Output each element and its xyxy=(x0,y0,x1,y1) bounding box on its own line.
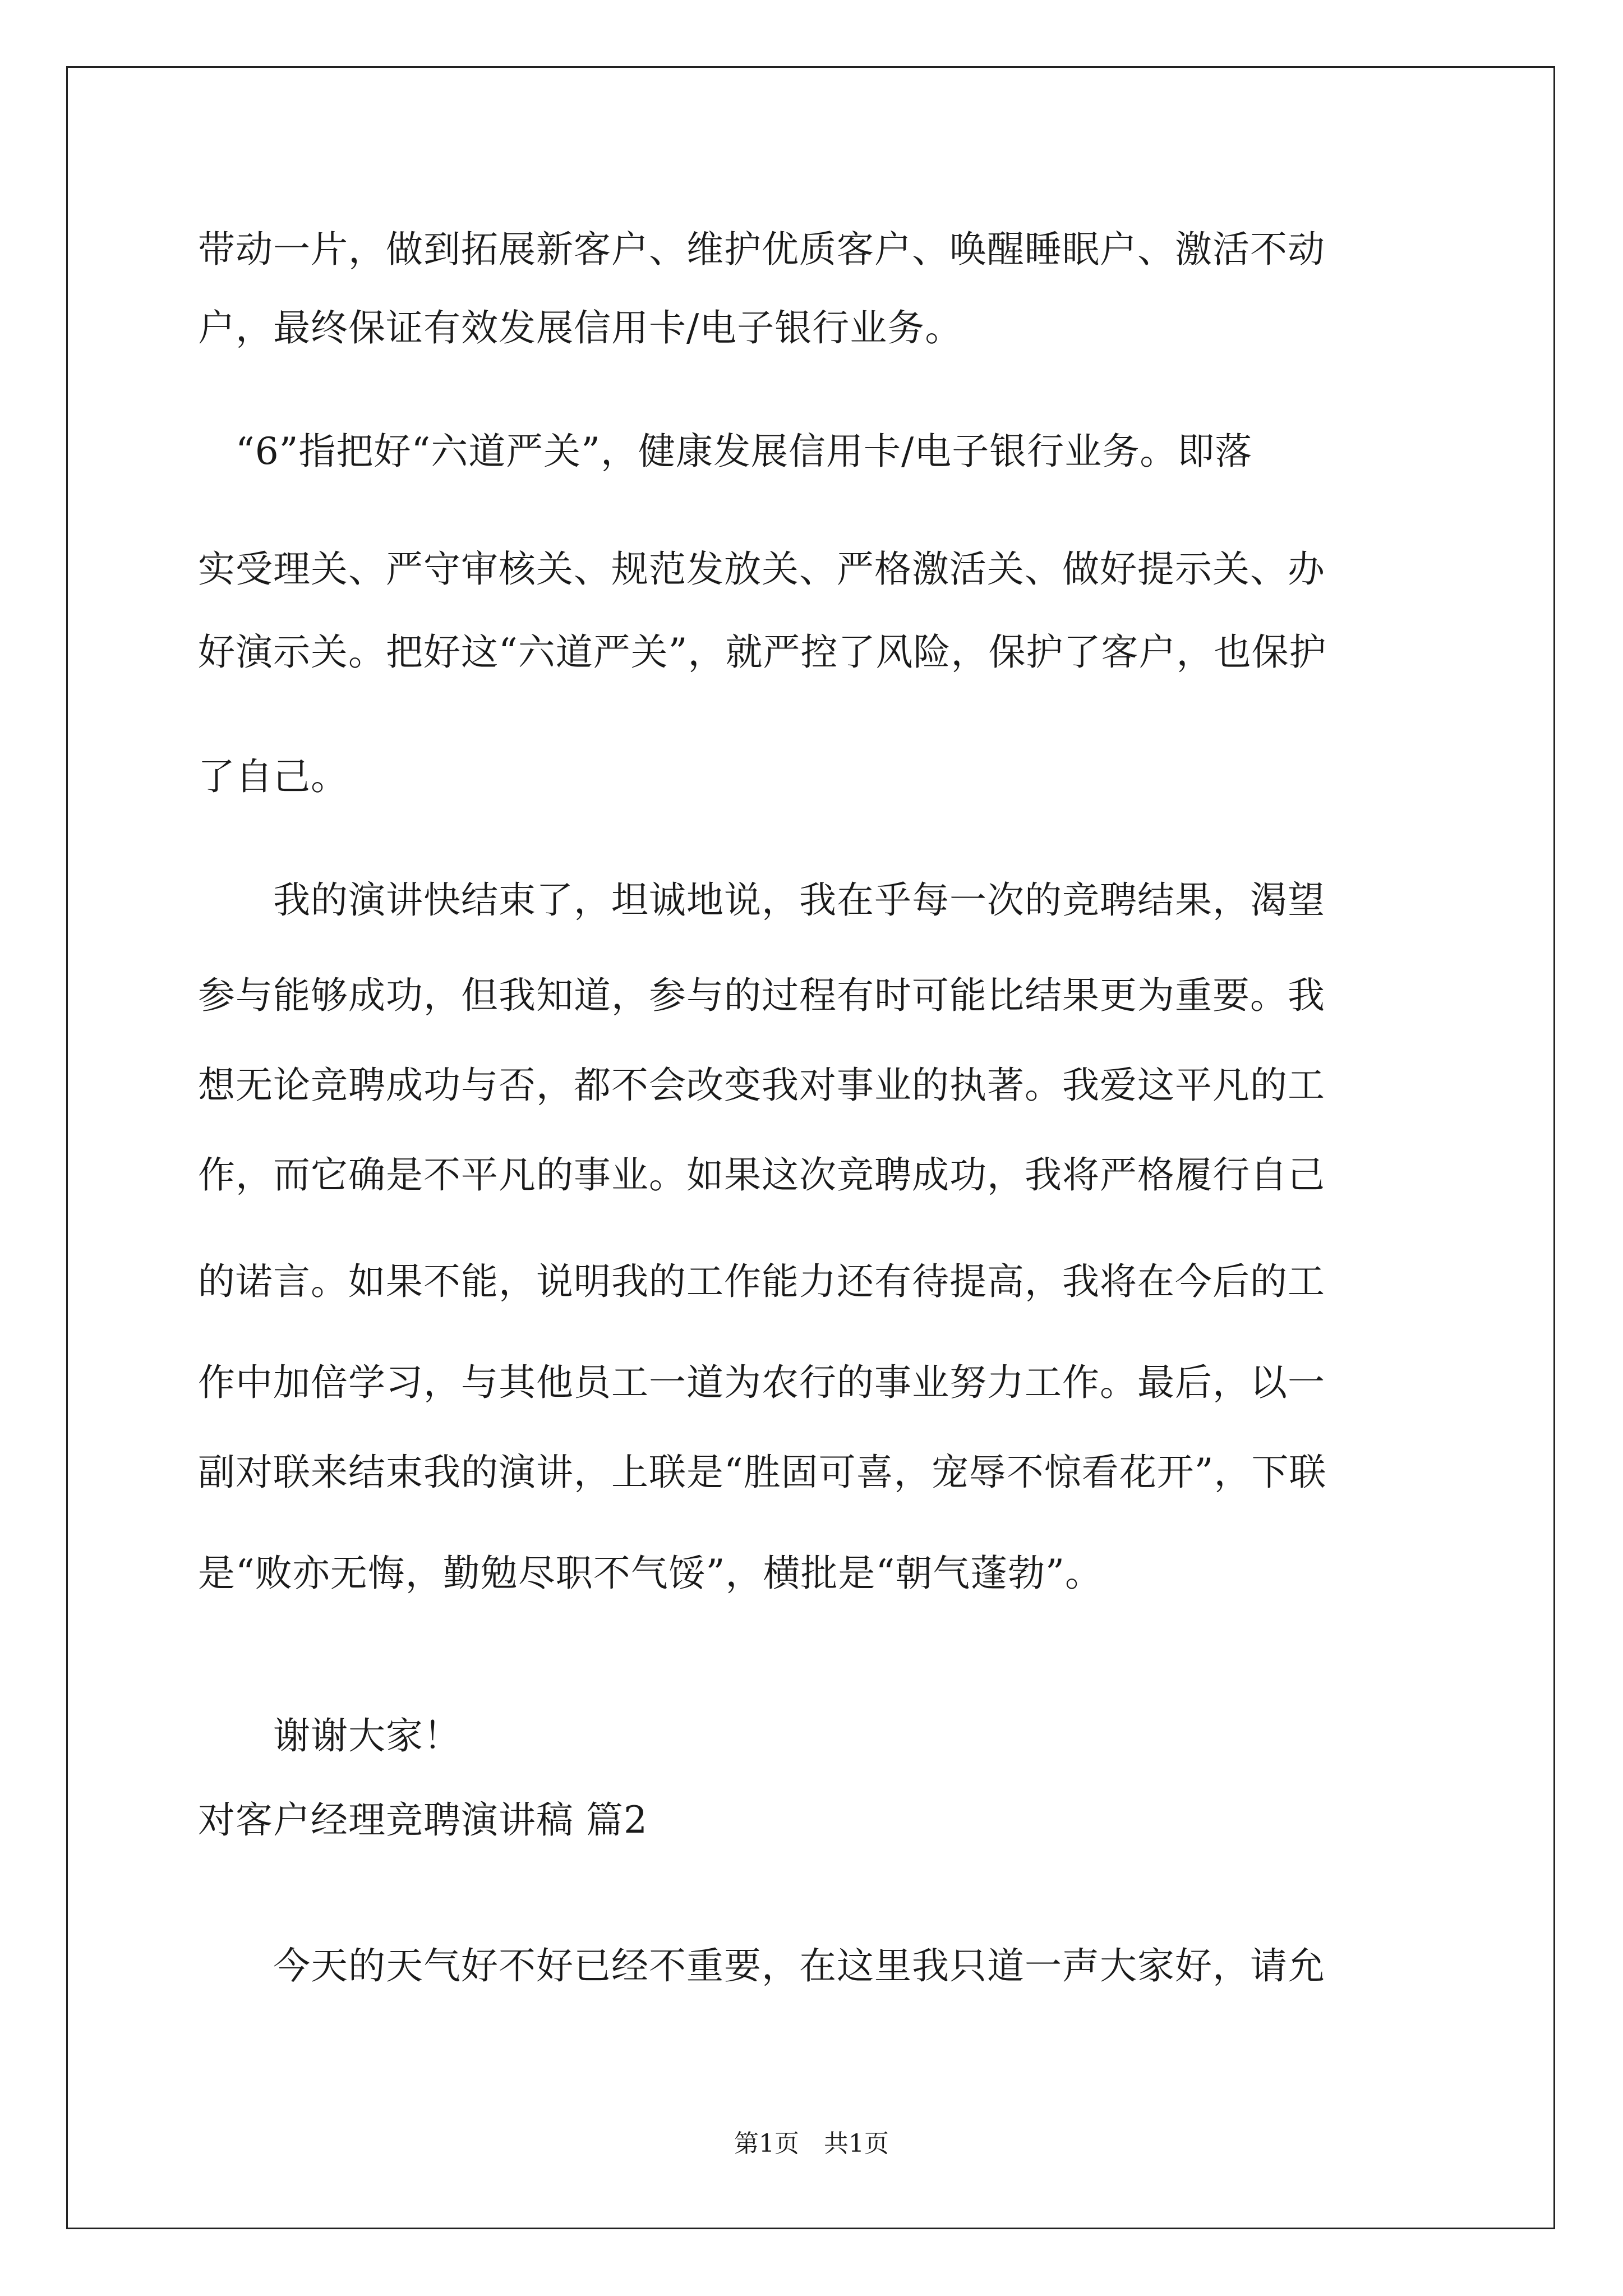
text-line: 的诺言。如果不能，说明我的工作能力还有待提高，我将在今后的工 xyxy=(198,1260,1325,1303)
text-line: 是“败亦无悔，勤勉尽职不气馁”，横批是“朝气蓬勃”。 xyxy=(198,1552,1103,1595)
text-line: 了自己。 xyxy=(198,755,348,798)
text-line: 我的演讲快结束了，坦诚地说，我在乎每一次的竞聘结果，渴望 xyxy=(198,878,1325,922)
text-line: 作中加倍学习，与其他员工一道为农行的事业努力工作。最后，以一 xyxy=(198,1361,1325,1404)
page-footer: 第1页 共1页 xyxy=(734,2129,889,2158)
section-heading: 对客户经理竞聘演讲稿 篇2 xyxy=(198,1798,648,1842)
text-line: 今天的天气好不好已经不重要，在这里我只道一声大家好，请允 xyxy=(198,1944,1325,1987)
text-line: 想无论竞聘成功与否，都不会改变我对事业的执著。我爱这平凡的工 xyxy=(198,1064,1325,1107)
page-border xyxy=(66,66,1555,2229)
text-line: 好演示关。把好这“六道严关”，就严控了风险，保护了客户，也保护 xyxy=(198,631,1327,674)
text-line: 谢谢大家！ xyxy=(198,1714,461,1757)
text-line: 副对联来结束我的演讲，上联是“胜固可喜，宠辱不惊看花开”，下联 xyxy=(198,1451,1327,1494)
text-line: 参与能够成功，但我知道，参与的过程有时可能比结果更为重要。我 xyxy=(198,974,1325,1017)
text-line: 带动一片，做到拓展新客户、维护优质客户、唤醒睡眠户、激活不动 xyxy=(198,228,1325,271)
text-line: 户，最终保证有效发展信用卡/电子银行业务。 xyxy=(198,306,963,349)
text-line: “6”指把好“六道严关”，健康发展信用卡/电子银行业务。即落 xyxy=(198,430,1253,473)
text-line: 实受理关、严守审核关、规范发放关、严格激活关、做好提示关、办 xyxy=(198,547,1325,591)
text-line: 作，而它确是不平凡的事业。如果这次竞聘成功，我将严格履行自己 xyxy=(198,1153,1325,1197)
